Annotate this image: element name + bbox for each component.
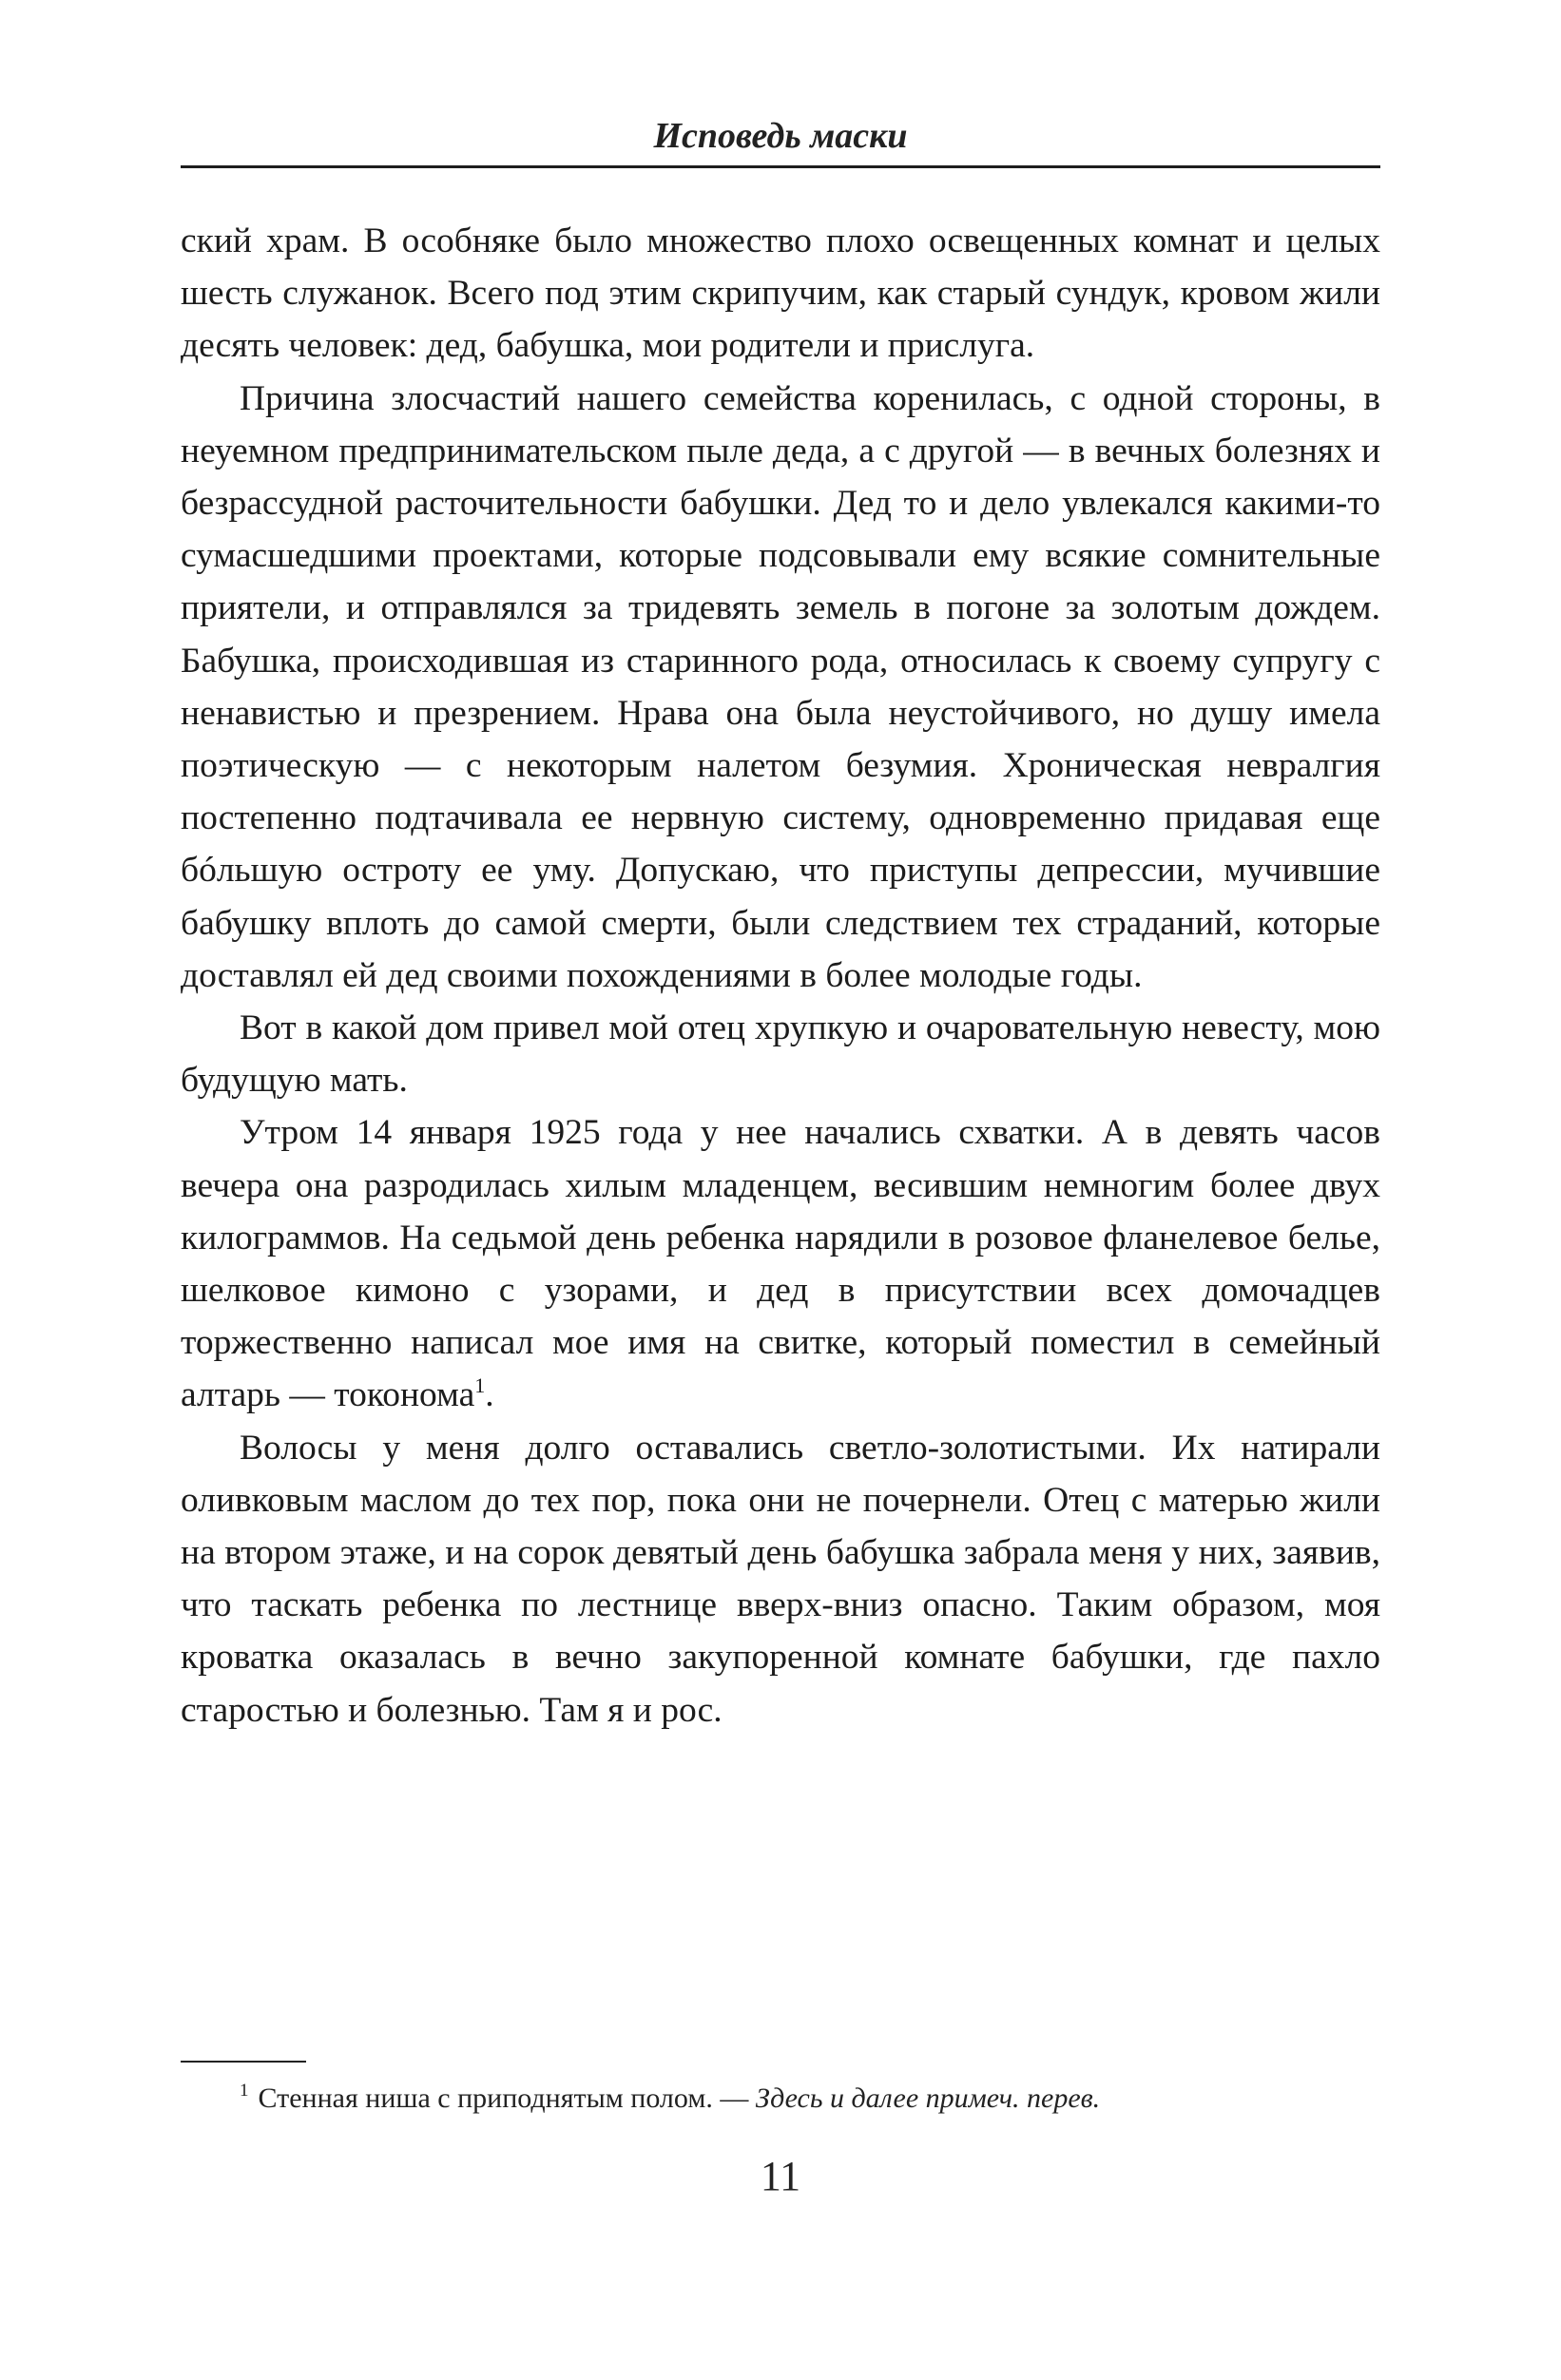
- paragraph-1: [181, 215, 1380, 373]
- paragraph-4: Утром 14 января 1925 года у нее начались схватки. А в девять часов вечера она разродилась хилым младенцем, весившим немногим более двух килограммов. На седьмой день ребенка нарядили в розовое фланелевое белье, шелковое кимоно с узорами, и дед в присутствии всех домочадцев торжественно написал мое имя на свитке, который поместил в семейный алтарь — токонома$^1$.: [181, 1113, 1380, 1415]
- paragraph-5-text: Волосы у меня долго оставались светло-золотистыми. Их натирали оливковым маслом до тех пор, пока они не почернели. Отец с матерью жили на втором этаже, и на сорок девятый день бабушка забрала меня у них, заявив, что таскать ребенка по лестнице вверх-вниз опасно. Таким образом, моя кроватка оказалась в вечно закупоренной комнате бабушки, где пахло старостью и болезнью. Там я и рос.: [181, 1428, 1380, 1730]
- paragraph-1-text: ский храм. В особняке было множество плохо освещенных комнат и целых шесть служанок. Всего под этим скрипучим, как старый сундук, кровом жили десять человек: дед, бабушка, мои родители и прислуга.: [181, 221, 1380, 366]
- page-number: 11: [760, 2153, 801, 2199]
- paragraph-3: [181, 1002, 1380, 1106]
- footnote-mark: 1: [240, 2081, 249, 2101]
- paragraph-4-text: Утром 14 января 1925 года у нее начались схватки. А в девять часов вечера она разродилась хилым младенцем, весившим немногим более двух килограммов. На седьмой день ребенка нарядили в розовое фланелевое белье, шелковое кимоно с узорами, и дед в присутствии всех домочадцев торжественно написал мое имя на свитке, который поместил в семейный алтарь — токонома: [181, 1113, 1380, 1415]
- paragraph-5: [181, 1422, 1380, 1737]
- paragraph-3-text: Вот в какой дом привел мой отец хрупкую и очаровательную невесту, мою будущую мать.: [181, 1008, 1380, 1101]
- paragraph-2-text: Причина злосчастий нашего семейства коренилась, с одной стороны, в неуемном предпринимательском пыле деда, а с другой — в вечных болезнях и безрассудной расточительности бабушки. Дед то и дело увлекался какими-то сумасшедшими проектами, которые подсовывали ему всякие сомнительные приятели, и отправлялся за тридевять земель в погоне за золотым дождем. Бабушка, происходившая из старинного рода, относилась к своему супругу с ненавистью и презрением. Нрава она была неустойчивого, но душу имела поэтическую — с некоторым налетом безумия. Хроническая невралгия постепенно подтачивала ее нервную систему, одновременно придавая еще бóльшую остроту ее уму. Допускаю, что приступы депрессии, мучившие бабушку вплоть до самой смерти, были следствием тех страданий, которые доставлял ей дед своими похождениями в более молодые годы.: [181, 378, 1380, 995]
- header-rule: [181, 165, 1380, 168]
- footnote-reference[interactable]: 1: [474, 1373, 486, 1398]
- paragraph-2: [181, 373, 1380, 1002]
- footnote-italic-note: Здесь и далее примеч. перев.: [755, 2082, 1101, 2114]
- footnote-text: Стенная ниша с приподнятым полом. —: [258, 2082, 756, 2114]
- footnote-rule: [181, 2061, 306, 2063]
- body-text: [181, 215, 1380, 1737]
- running-head: Исповедь маски: [653, 116, 908, 156]
- footnote: [240, 2080, 1380, 2118]
